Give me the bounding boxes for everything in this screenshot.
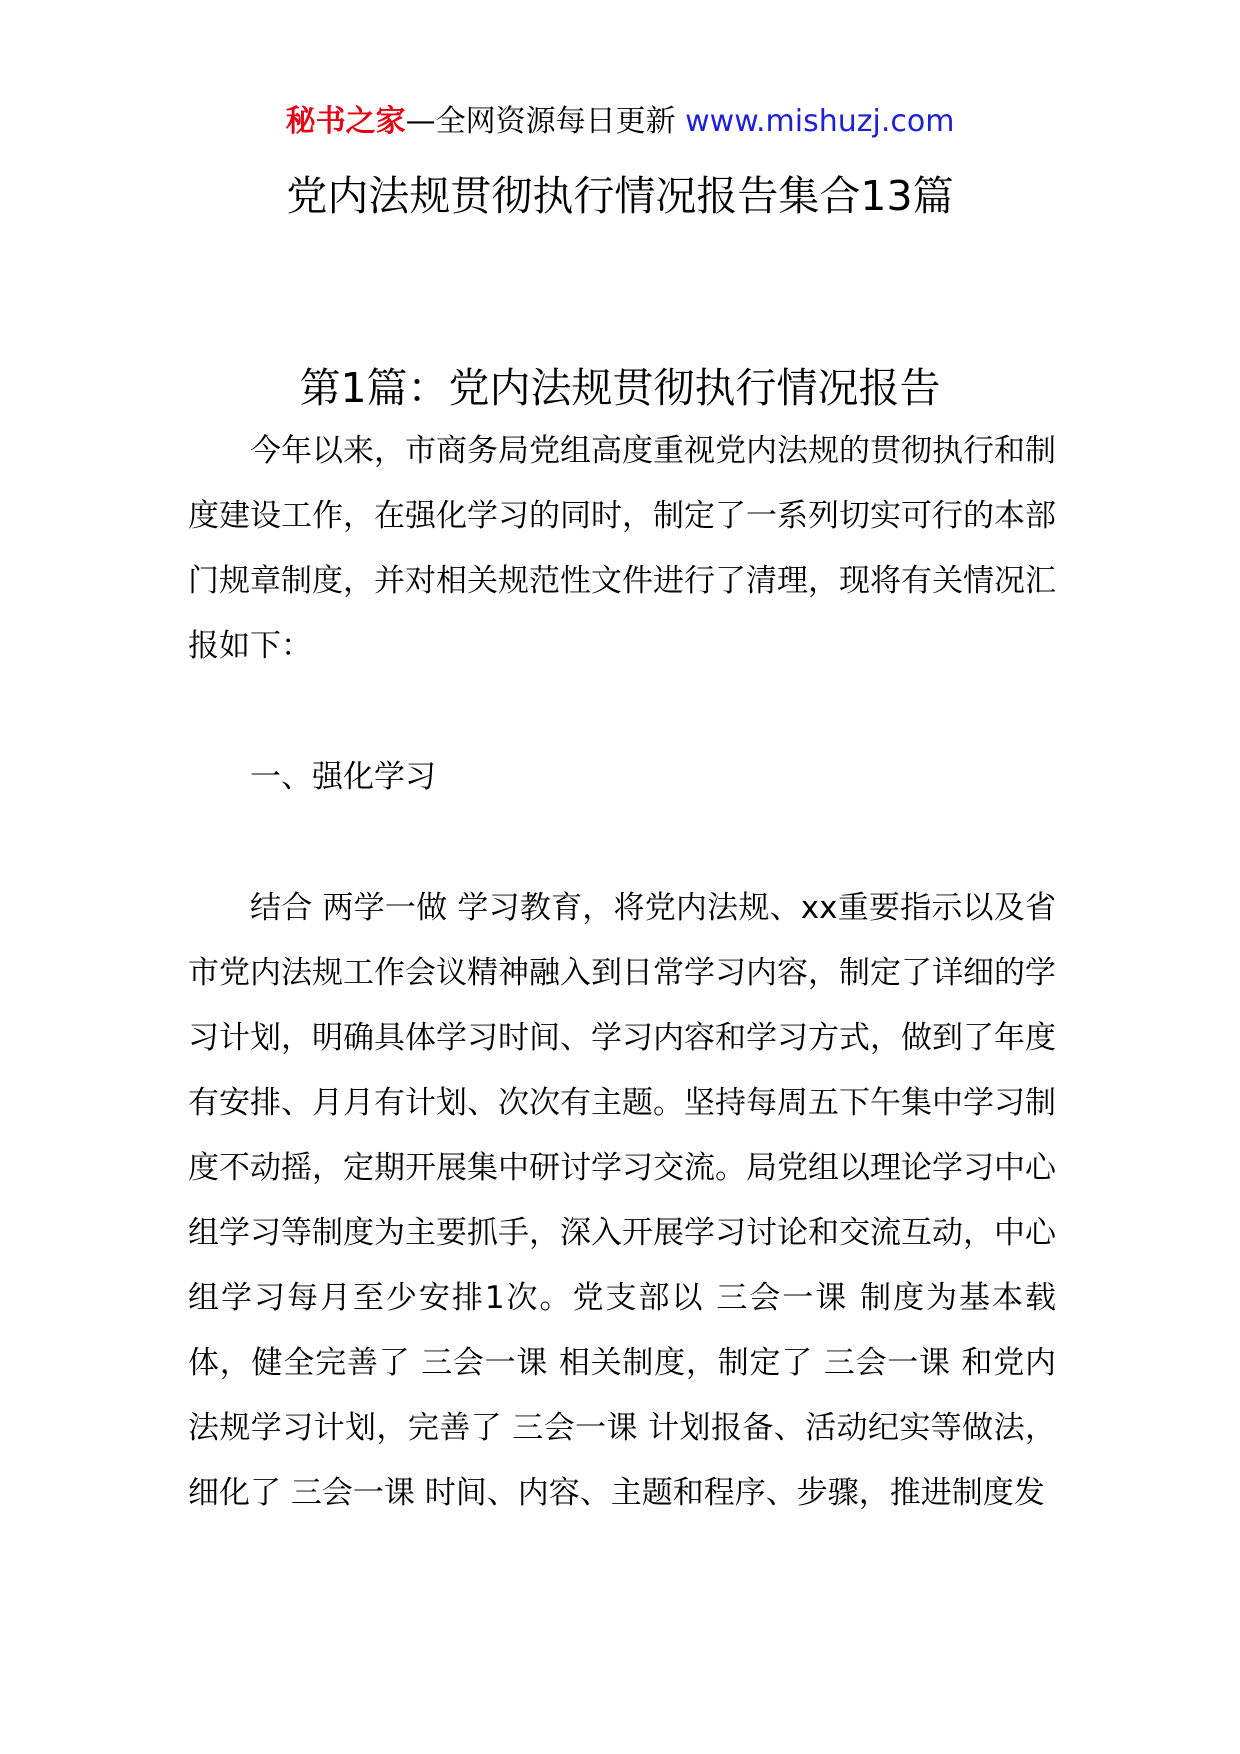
header-tagline: —全网资源每日更新 — [405, 104, 676, 139]
site-url-link[interactable]: www.mishuzj.com — [685, 104, 955, 139]
document-title: 党内法规贯彻执行情况报告集合13篇 — [286, 172, 954, 220]
section-title: 第1篇：党内法规贯彻执行情况报告 — [299, 364, 941, 412]
intro-paragraph: 今年以来，市商务局党组高度重视党内法规的贯彻执行和制度建设工作，在强化学习的同时，制定了一系列切实可行的本部门规章制度，并对相关规范性文件进行了清理，现将有关情况汇报如下： — [188, 433, 1056, 664]
section-heading: 一、强化学习 — [250, 759, 436, 795]
body-paragraph: 结合 两学一做 学习教育，将党内法规、xx重要指示以及省市党内法规工作会议精神融入到日常学习内容，制定了详细的学习计划，明确具体学习时间、学习内容和学习方式，做到了年度有安排、月月有计划、次次有主题。坚持每周五下午集中学习制度不动摇，定期开展集中研讨学习交流。局党组以理论学习中心组学习等制度为主要抓手，深入开展学习讨论和交流互动，中心组学习每月至少安排1次。党支部以 三会一课 制度为基本载体，健全完善了 三会一课 相关制度，制定了 三会一课 和党内法规学习计划，完善了 三会一课 计划报备、活动纪实等做法，细化了 三会一课 时间、内容、主题和程序、步骤，推进制度发 — [188, 890, 1056, 1511]
brand-name: 秘书之家 — [285, 104, 406, 139]
site-header — [0, 100, 1240, 144]
